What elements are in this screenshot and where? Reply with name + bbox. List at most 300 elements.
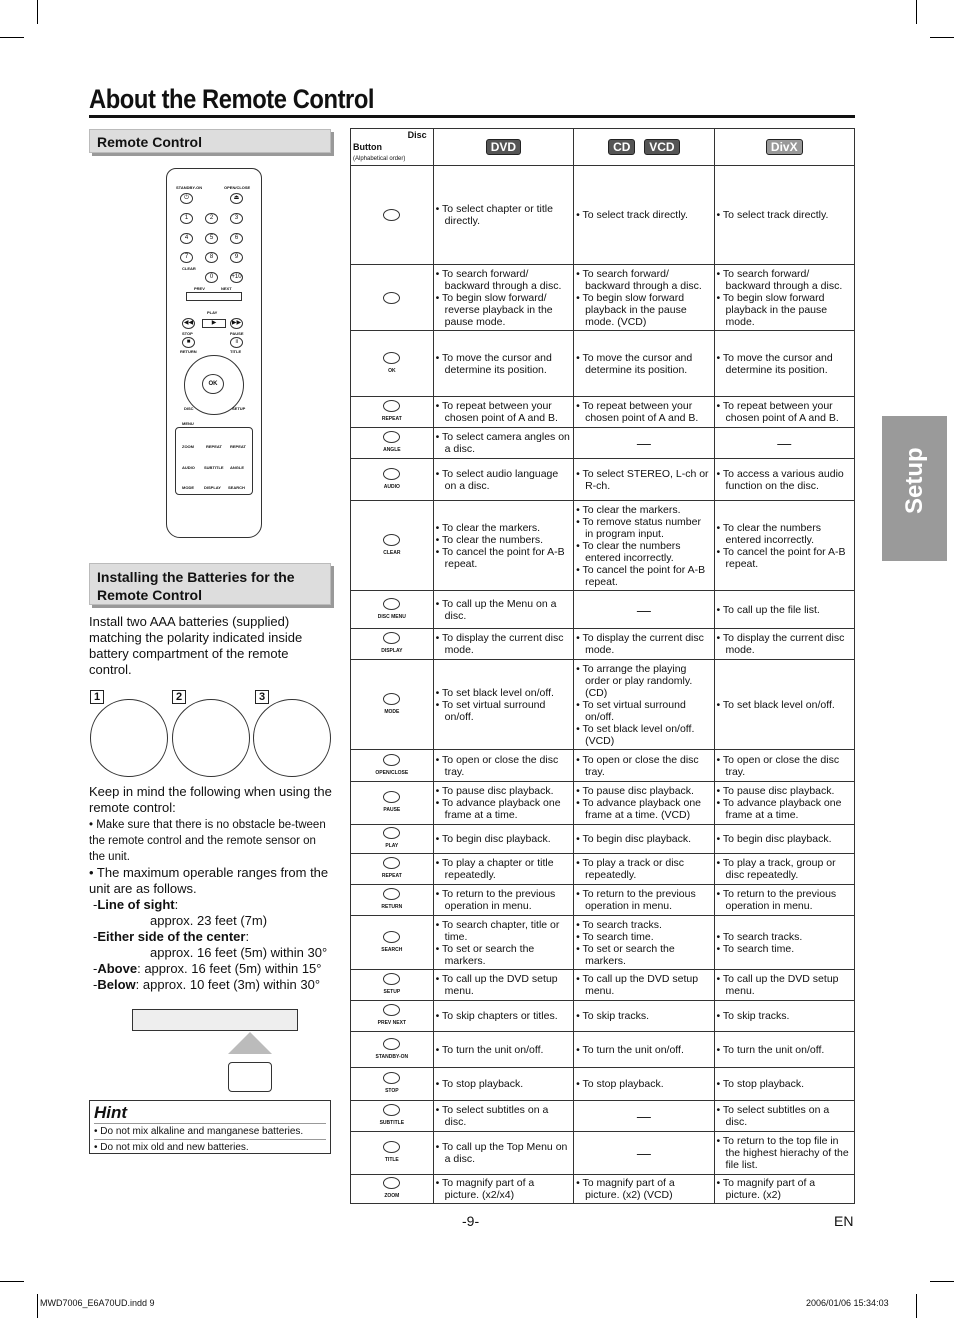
- crop-mark: [0, 1281, 24, 1282]
- function-list: [436, 431, 571, 455]
- button-label: RETURN: [381, 904, 403, 910]
- hint-item: • Do not mix alkaline and manganese batteries.: [94, 1123, 326, 1139]
- step-number: 2: [172, 690, 186, 704]
- not-applicable-dash: —: [636, 435, 651, 451]
- function-cell-dvd: [433, 750, 573, 782]
- function-list: [717, 209, 852, 221]
- function-list: [717, 785, 852, 821]
- digit-button: 6: [230, 233, 243, 244]
- function-list: [436, 888, 571, 912]
- function-item: • To open or close the disc tray.: [435, 753, 559, 778]
- function-item: • To display the current disc mode.: [435, 632, 564, 656]
- function-cell-divx: [714, 265, 854, 331]
- function-item: • To search forward/ backward through a disc.: [435, 267, 562, 292]
- function-item: • To search forward/ backward through a disc.: [576, 267, 702, 292]
- function-item: • To begin disc playback.: [576, 833, 692, 845]
- function-item: • To begin disc playback.: [435, 833, 551, 845]
- function-cell-dvd: [433, 1001, 573, 1032]
- function-item: • To set black level on/off.: [435, 686, 554, 699]
- function-item: • To pause disc playback.: [716, 785, 835, 797]
- crop-mark: [0, 37, 24, 38]
- button-label: SEARCH: [381, 946, 403, 953]
- signal-arrow-icon: [228, 1032, 272, 1054]
- function-item: • To select chapter or title directly.: [435, 203, 553, 227]
- remote-button-icon: [383, 534, 400, 546]
- button-icon-cell: [351, 459, 434, 501]
- button-label: ANGLE: [383, 447, 401, 453]
- bullet-ranges: • The maximum operable ranges from the unit are as follows.: [89, 865, 329, 896]
- remote-button-icon: [383, 400, 400, 412]
- function-list: [436, 919, 571, 967]
- function-item: • To search time.: [576, 930, 654, 943]
- function-cell-dvd: [433, 1101, 573, 1132]
- function-item: • To play a chapter or title repeatedly.: [435, 857, 554, 881]
- range-above: -Above: approx. 16 feet (5m) within 15°: [93, 961, 322, 976]
- button-icon-cell: [351, 916, 434, 970]
- function-list: [576, 1044, 711, 1056]
- function-list: [436, 857, 571, 881]
- function-list: [576, 785, 711, 821]
- hint-title: Hint: [94, 1103, 128, 1122]
- function-item: • To display the current disc mode.: [716, 632, 845, 656]
- function-list: [436, 522, 571, 570]
- remote-button-icon: [383, 292, 400, 304]
- button-icon-cell: [351, 970, 434, 1001]
- function-cell-cd: [574, 265, 714, 331]
- function-list: [717, 888, 852, 912]
- function-item: • To advance playback one frame at a time.: [716, 797, 842, 821]
- button-label: OK: [388, 367, 396, 374]
- function-item: • To call up the DVD setup menu.: [435, 973, 558, 997]
- table-row: [351, 916, 855, 970]
- function-list: [576, 888, 711, 912]
- remote-label-setup: SETUP: [232, 406, 246, 411]
- button-label: OPEN/CLOSE: [375, 769, 409, 776]
- button-function-table: [350, 128, 855, 1204]
- crop-mark: [930, 1281, 954, 1282]
- range-label: Line of sight: [97, 897, 175, 912]
- remote-label-pause: PAUSE: [230, 331, 244, 336]
- side-tab-label: Setup: [901, 447, 928, 514]
- function-item: • To cancel the point for A-B repeat.: [576, 563, 706, 588]
- function-cell-divx: [714, 331, 854, 397]
- function-item: • To magnify part of a picture. (x2) (VCD): [576, 1177, 675, 1201]
- function-list: [436, 1044, 571, 1056]
- function-item: • To repeat between your chosen point of A and B.: [716, 400, 839, 424]
- remote-label-display: DISPLAY: [204, 485, 221, 490]
- button-label: AUDIO: [383, 483, 400, 490]
- header-dvd: [433, 129, 573, 166]
- button-icon-cell: [351, 1001, 434, 1032]
- button-icon-cell: [351, 1032, 434, 1068]
- function-list: [576, 400, 711, 424]
- function-list: [717, 754, 852, 778]
- function-item: • To skip tracks.: [716, 1010, 790, 1022]
- digit-button: +10: [230, 272, 243, 283]
- remote-small-illustration: [228, 1062, 272, 1092]
- function-cell-cd: [574, 782, 714, 825]
- range-label: Below: [97, 977, 136, 992]
- button-icon-cell: [351, 331, 434, 397]
- button-label: DISPLAY: [381, 648, 403, 654]
- remote-button-icon: [383, 209, 400, 221]
- remote-label-prev: PREV: [194, 286, 205, 291]
- function-list: [576, 268, 711, 328]
- remote-label-title: TITLE: [230, 349, 242, 354]
- function-item: • To set or search the markers.: [435, 942, 535, 967]
- vcd-logo-icon: VCD: [644, 139, 679, 155]
- table-row: [351, 397, 855, 428]
- button-label: REPEAT: [381, 873, 402, 879]
- button-icon-cell: [351, 782, 434, 825]
- table-row: [351, 854, 855, 885]
- remote-button-icon: [383, 352, 400, 364]
- standby-button-icon: ⏻: [180, 193, 193, 204]
- function-item: • To clear the numbers entered incorrectly.: [576, 539, 681, 564]
- table-row: [351, 1032, 855, 1068]
- function-list: [436, 268, 571, 328]
- function-cell-divx: [714, 501, 854, 591]
- button-label: DISC MENU: [377, 613, 406, 620]
- header-disc: Disc: [407, 130, 427, 140]
- function-list: [436, 833, 571, 845]
- function-list: [717, 268, 852, 328]
- table-row: [351, 591, 855, 629]
- function-list: [717, 400, 852, 424]
- function-cell-dvd: [433, 629, 573, 660]
- button-icon-cell: [351, 1101, 434, 1132]
- remote-button-icon: [383, 468, 400, 480]
- function-item: • To return to the previous operation in menu.: [576, 888, 696, 912]
- remote-label-return: RETURN: [180, 349, 197, 354]
- function-list: [576, 504, 711, 588]
- language-code: EN: [834, 1213, 854, 1229]
- button-icon-cell: [351, 1175, 434, 1204]
- function-item: • To clear the numbers.: [435, 533, 544, 546]
- function-cell-dvd: [433, 1132, 573, 1175]
- function-item: • To search forward/ backward through a disc.: [716, 267, 843, 292]
- button-label: SUBTITLE: [379, 1120, 405, 1126]
- function-list: [576, 919, 711, 967]
- table-row: [351, 1175, 855, 1204]
- bullet-obstacle: • Make sure that there is no obstacle be-tween the remote control and the remote sensor on the unit.: [89, 819, 326, 863]
- function-list: [717, 833, 852, 845]
- function-list: [717, 1010, 852, 1022]
- function-cell-dvd: [433, 916, 573, 970]
- section-heading-batteries: Installing the Batteries for the Remote Control: [89, 563, 331, 605]
- function-cell-dvd: [433, 501, 573, 591]
- play-button-icon: ▶: [202, 319, 226, 328]
- range-below: -Below: approx. 10 feet (3m) within 30°: [93, 977, 321, 992]
- function-cell-divx: [714, 591, 854, 629]
- function-list: [717, 1104, 852, 1128]
- function-item: • To play a track, group or disc repeatedly.: [716, 857, 836, 881]
- function-cell-cd: [574, 397, 714, 428]
- function-cell-cd: [574, 331, 714, 397]
- function-item: • To select camera angles on a disc.: [435, 431, 570, 455]
- button-icon-cell: [351, 825, 434, 854]
- function-cell-cd: [574, 825, 714, 854]
- setup-side-tab: [882, 416, 947, 561]
- function-cell-cd: [574, 1001, 714, 1032]
- function-item: • To stop playback.: [435, 1078, 524, 1090]
- function-item: • To pause disc playback.: [576, 785, 694, 797]
- rewind-button-icon: ◀◀: [182, 318, 195, 329]
- table-row: [351, 331, 855, 397]
- not-applicable-dash: —: [636, 601, 651, 618]
- function-item: • To call up the Menu on a disc.: [435, 597, 557, 622]
- range-value: approx. 10 feet (3m) within 30°: [142, 977, 321, 992]
- forward-button-icon: ▶▶: [230, 318, 243, 329]
- function-list: [436, 1078, 571, 1090]
- function-cell-dvd: [433, 970, 573, 1001]
- function-item: • To begin slow forward playback in the pause mode.: [716, 291, 828, 328]
- function-list: [576, 754, 711, 778]
- function-list: [436, 468, 571, 492]
- function-list: [717, 468, 852, 492]
- digit-button: 3: [230, 213, 243, 224]
- function-cell-dvd: [433, 1068, 573, 1101]
- function-list: [717, 857, 852, 881]
- function-cell-divx: [714, 166, 854, 265]
- function-item: • To turn the unit on/off.: [435, 1043, 544, 1056]
- divx-logo-icon: DivX: [766, 139, 803, 155]
- remote-label-clear: CLEAR: [182, 266, 196, 271]
- remote-button-icon: [383, 693, 400, 705]
- function-list: [436, 400, 571, 424]
- remote-button-icon: [383, 827, 400, 839]
- table-row: [351, 428, 855, 459]
- hint-item: • Do not mix old and new batteries.: [94, 1139, 326, 1155]
- table-row: [351, 1132, 855, 1175]
- table-row: [351, 1068, 855, 1101]
- remote-label-audio: AUDIO: [182, 465, 195, 470]
- unit-illustration: [132, 1009, 298, 1031]
- digit-button: 4: [180, 233, 193, 244]
- remote-button-icon: [383, 857, 400, 869]
- function-cell-cd: [574, 916, 714, 970]
- step-number: 3: [255, 690, 269, 704]
- remote-button-icon: [383, 1072, 400, 1084]
- button-label: STANDBY-ON: [375, 1053, 409, 1060]
- function-list: [436, 352, 571, 376]
- function-list: [576, 857, 711, 881]
- function-list: [576, 632, 711, 656]
- table-row: [351, 1101, 855, 1132]
- function-item: • To move the cursor and determine its position.: [576, 351, 693, 376]
- dvd-logo-icon: DVD: [486, 139, 521, 155]
- battery-instructions: Install two AAA batteries (supplied) matching the polarity indicated inside battery compartment of the remote control.: [89, 614, 303, 677]
- page-title: About the Remote Control: [89, 84, 375, 114]
- function-list: [436, 973, 571, 997]
- remote-label-next: NEXT: [221, 286, 232, 291]
- range-label: Above: [97, 961, 138, 976]
- step-number: 1: [90, 690, 104, 704]
- remote-label-search: SEARCH: [228, 485, 245, 490]
- button-icon-cell: [351, 750, 434, 782]
- function-item: • To turn the unit on/off.: [716, 1043, 825, 1056]
- function-item: • To clear the markers.: [576, 503, 681, 516]
- remote-control-illustration: [166, 168, 262, 538]
- function-item: • To select track directly.: [576, 209, 688, 221]
- button-icon-cell: [351, 428, 434, 459]
- function-cell-dvd: [433, 428, 573, 459]
- remote-label-standby: STANDBY-ON: [176, 185, 203, 190]
- remote-button-icon: [383, 1038, 400, 1050]
- range-line-of-sight: -Line of sight: approx. 23 feet (7m): [93, 897, 268, 928]
- crop-mark: [916, 0, 917, 24]
- button-icon-cell: [351, 854, 434, 885]
- table-row: [351, 825, 855, 854]
- battery-step-2-illustration: [172, 699, 250, 777]
- function-item: • To set black level on/off.: [716, 698, 835, 711]
- function-list: [436, 1104, 571, 1128]
- button-icon-cell: [351, 629, 434, 660]
- function-item: • To set black level on/off. (VCD): [576, 722, 695, 747]
- function-cell-divx: [714, 397, 854, 428]
- function-cell-divx: [714, 750, 854, 782]
- battery-step-3-illustration: [253, 699, 331, 777]
- header-divx: [714, 129, 854, 166]
- remote-label-menu: MENU: [182, 421, 194, 426]
- function-item: • To search chapter, title or time.: [435, 918, 560, 943]
- ok-label: OK: [208, 381, 218, 387]
- digit-button: 1: [180, 213, 193, 224]
- table-header-row: [351, 129, 855, 166]
- table-row: [351, 660, 855, 750]
- function-item: • To select audio language on a disc.: [435, 467, 559, 492]
- function-list: [436, 632, 571, 656]
- prev-next-bar: [186, 292, 242, 301]
- function-list: [576, 663, 711, 747]
- function-item: • To call up the DVD setup menu.: [576, 973, 699, 997]
- function-cell-cd: [574, 1032, 714, 1068]
- function-item: • To begin slow forward playback in the pause mode. (VCD): [576, 291, 687, 328]
- remote-label-repeat: REPEAT: [206, 444, 222, 449]
- function-item: • To skip tracks.: [576, 1010, 650, 1022]
- digit-button: 0: [205, 272, 218, 283]
- button-label: TITLE: [384, 1157, 399, 1163]
- button-icon-cell: [351, 397, 434, 428]
- function-cell-cd: [574, 970, 714, 1001]
- function-item: • To clear the numbers entered incorrectly.: [716, 521, 821, 546]
- function-list: [717, 352, 852, 376]
- function-item: • To open or close the disc tray.: [576, 753, 699, 778]
- remote-label-disc: DISC: [184, 406, 194, 411]
- function-cell-divx: [714, 1132, 854, 1175]
- function-list: [576, 352, 711, 376]
- button-label: STOP: [385, 1088, 399, 1094]
- function-item: • To stop playback.: [716, 1078, 805, 1090]
- function-item: • To advance playback one frame at a time.: [435, 797, 561, 821]
- function-cell-divx: [714, 459, 854, 501]
- function-item: • To cancel the point for A-B repeat.: [435, 545, 565, 570]
- function-cell-divx: [714, 1001, 854, 1032]
- function-list: [436, 754, 571, 778]
- section-heading-remote: Remote Control: [89, 129, 331, 153]
- function-list: [717, 1078, 852, 1090]
- page-number: -9-: [462, 1213, 480, 1229]
- remote-button-icon: [383, 1004, 400, 1016]
- function-item: • To search tracks.: [716, 930, 803, 943]
- function-list: [717, 1044, 852, 1056]
- function-list: [436, 785, 571, 821]
- function-item: • To play a track or disc repeatedly.: [576, 857, 685, 881]
- table-row: [351, 265, 855, 331]
- remote-button-icon: [383, 1141, 400, 1153]
- function-cell-cd: [574, 591, 714, 629]
- header-cd-vcd: [574, 129, 714, 166]
- table-row: [351, 750, 855, 782]
- function-cell-cd: [574, 854, 714, 885]
- remote-button-icon: [383, 1177, 400, 1189]
- function-cell-divx: [714, 428, 854, 459]
- header-disc-button-cell: [351, 129, 434, 166]
- function-item: • To return to the previous operation in menu.: [435, 888, 556, 912]
- table-row: [351, 1001, 855, 1032]
- function-cell-divx: [714, 970, 854, 1001]
- range-value: approx. 16 feet (5m) within 15°: [144, 961, 322, 976]
- remote-button-icon: [383, 431, 400, 443]
- remote-label-subtitle: SUBTITLE: [204, 465, 224, 470]
- function-cell-cd: [574, 885, 714, 916]
- function-item: • To skip chapters or titles.: [435, 1010, 558, 1022]
- function-cell-divx: [714, 1101, 854, 1132]
- function-item: • To set or search the markers.: [576, 942, 675, 967]
- function-item: • To select STEREO, L-ch or R-ch.: [576, 467, 709, 492]
- function-cell-cd: [574, 166, 714, 265]
- header-order: (Alphabetical order): [353, 156, 406, 162]
- function-cell-divx: [714, 854, 854, 885]
- button-icon-cell: [351, 1068, 434, 1101]
- button-label: PAUSE: [383, 807, 401, 813]
- function-cell-cd: [574, 1132, 714, 1175]
- table-row: [351, 970, 855, 1001]
- function-cell-divx: [714, 885, 854, 916]
- button-icon-cell: [351, 885, 434, 916]
- function-cell-dvd: [433, 166, 573, 265]
- function-cell-divx: [714, 660, 854, 750]
- function-item: • To return to the top file in the highest hierachy of the file list.: [716, 1135, 849, 1171]
- function-cell-dvd: [433, 885, 573, 916]
- remote-label-stop: STOP: [182, 331, 193, 336]
- function-cell-cd: [574, 629, 714, 660]
- function-list: [576, 1177, 711, 1201]
- function-item: • To arrange the playing order or play randomly. (CD): [576, 662, 693, 699]
- function-list: [717, 973, 852, 997]
- hint-box: [89, 1100, 331, 1154]
- digit-button: 2: [205, 213, 218, 224]
- button-label: CLEAR: [383, 549, 401, 556]
- function-item: • To display the current disc mode.: [576, 632, 704, 656]
- function-item: • To repeat between your chosen point of A and B.: [576, 400, 699, 424]
- function-item: • To access a various audio function on the disc.: [716, 467, 844, 492]
- battery-step-1-illustration: [90, 699, 168, 777]
- button-icon-cell: [351, 265, 434, 331]
- remote-button-icon: [383, 1104, 400, 1116]
- function-cell-dvd: [433, 397, 573, 428]
- function-item: • To begin disc playback.: [716, 833, 832, 845]
- function-list: [717, 604, 852, 616]
- function-item: • To remove status number in program input.: [576, 515, 701, 540]
- remote-button-icon: [383, 632, 400, 644]
- remote-button-icon: [383, 598, 400, 610]
- button-label: MODE: [384, 708, 400, 715]
- remote-label-abrepeat: REPEAT: [230, 444, 246, 449]
- function-item: • To set virtual surround on/off.: [435, 698, 546, 723]
- function-cell-cd: [574, 1101, 714, 1132]
- remote-button-icon: [383, 791, 400, 803]
